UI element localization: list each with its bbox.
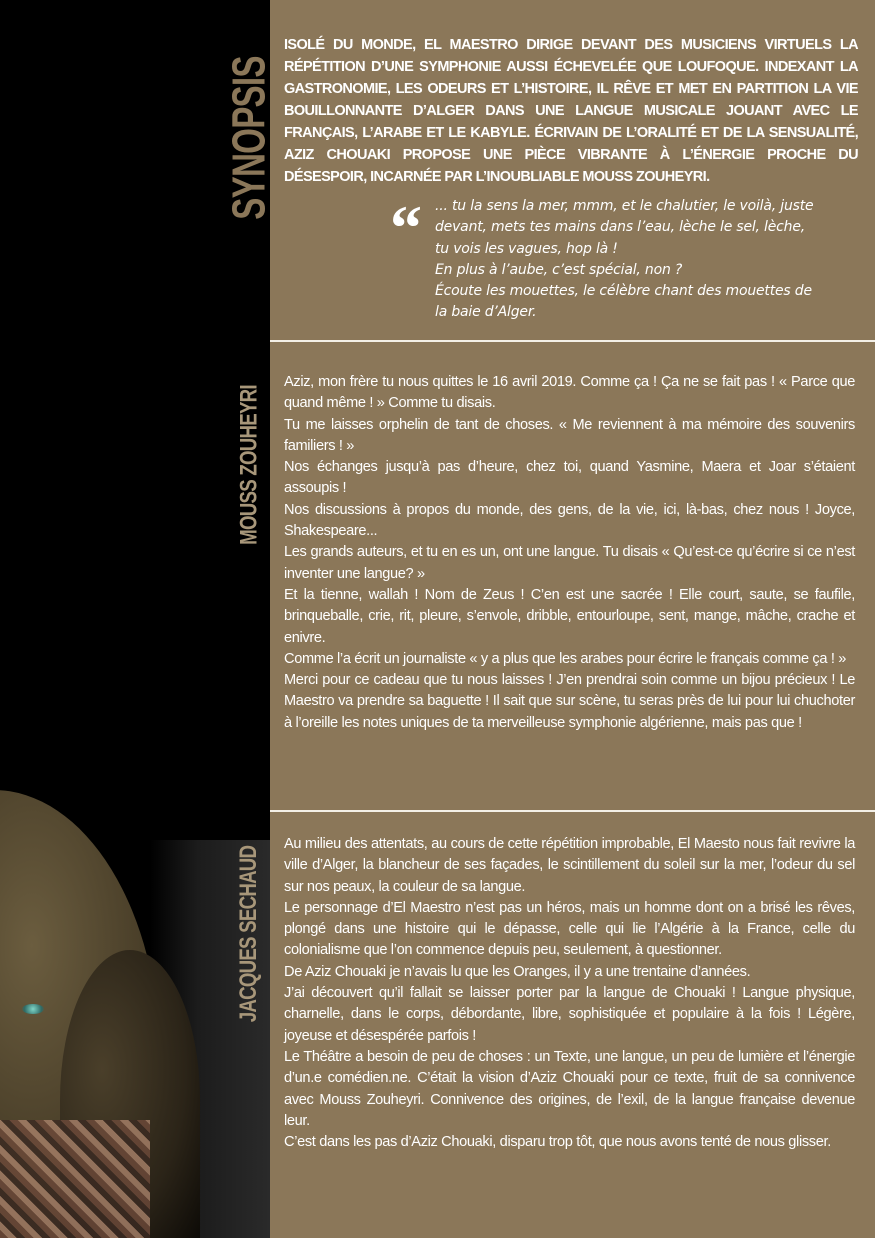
paragraph: C’est dans les pas d’Aziz Chouaki, disparu trop tôt, que nous avons tenté de nous glisser. xyxy=(284,1134,831,1151)
quote-line: tu vois les vagues, hop là ! xyxy=(435,240,618,257)
paragraph: Merci pour ce cadeau que tu nous laisses ! J’en prendrai soin comme un bijou précieux ! Le Maestro va prendre sa baguette ! Il sait que sur scène, tu seras près de lui pour lui chuchoter à l’oreille les notes uniques de ta merveilleuse symphonie algérienne, mais pas que ! xyxy=(284,672,855,731)
quote-mark-icon: “ xyxy=(390,192,414,263)
jacques-sechaud-heading xyxy=(228,836,270,1032)
synopsis-text: ISOLÉ DU MONDE, EL MAESTRO DIRIGE DEVANT DES MUSICIENS VIRTUELS LA RÉPÉTITION D’UNE SYMPHONIE AUSSI ÉCHEVELÉE QUE LOUFOQUE. INDEXANT LA GASTRONOMIE, LES ODEURS ET L’HISTOIRE, IL RÊVE ET MET EN PARTITION LA VIE BOUILLONNANTE D’ALGER DANS UNE LANGUE MUSICALE JOUANT AVEC LE FRANÇAIS, L’ARABE ET LE KABYLE. ÉCRIVAIN DE L’ORALITÉ ET DE LA SENSUALITÉ, AZIZ CHOUAKI PROPOSE UNE PIÈCE VIBRANTE À L’ÉNERGIE PROCHE DU DÉSESPOIR, INCARNÉE PAR L’INOUBLIABLE MOUSS ZOUHEYRI. xyxy=(284,37,858,185)
quote-line: En plus à l’aube, c’est spécial, non ? xyxy=(435,261,683,278)
synopsis-heading xyxy=(223,30,276,245)
paragraph: De Aziz Chouaki je n’avais lu que les Oranges, il y a une trentaine d’années. xyxy=(284,963,751,980)
paragraph: Nos échanges jusqu’à pas d’heure, chez toi, quand Yasmine, Maera et Joar s’étaient assoupis ! xyxy=(284,459,855,497)
synopsis-heading-text: SYNOPSIS xyxy=(223,55,276,220)
mouss-zouheyri-text xyxy=(284,372,855,734)
section-divider xyxy=(270,810,875,812)
paragraph: Et la tienne, wallah ! Nom de Zeus ! C’en est une sacrée ! Elle court, saute, se faufile, brinqueballe, crie, rit, pleure, s’envole, dribble, entourloupe, sent, mange, mâche, crache et enivre. xyxy=(284,586,855,646)
paragraph: Le personnage d’El Maestro n’est pas un héros, mais un homme dont on a brisé les rêves, plongé dans une histoire qui le dépasse, celle qui lie l’Algérie à la France, celle du colonialisme que l’on commence depuis peu, seulement, à questionner. xyxy=(284,899,855,959)
paragraph: Le Théâtre a besoin de peu de choses : un Texte, une langue, un peu de lumière et l’énergie d’un.e comédien.ne. C’était la vision d’Aziz Chouaki pour ce texte, fruit de sa connivence avec Mouss Zouheyri. Connivence des origines, de l’exil, de la langue française devenue leur. xyxy=(284,1048,855,1129)
quote-line: la baie d’Alger. xyxy=(435,304,537,321)
mouss-zouheyri-heading xyxy=(228,372,270,558)
paragraph: Aziz, mon frère tu nous quittes le 16 avril 2019. Comme ça ! Ça ne se fait pas ! « Parce que quand même ! » Comme tu disais. xyxy=(284,374,855,412)
jacques-sechaud-text xyxy=(284,834,855,1153)
paragraph: Comme l’a écrit un journaliste « y a plus que les arabes pour écrire le français comme ça ! » xyxy=(284,650,847,667)
quote-block xyxy=(435,196,860,324)
paragraph: J’ai découvert qu’il fallait se laisser porter par la langue de Chouaki ! Langue physique, charnelle, dans le corps, débordante, libre, sophistiquée et populaire à la fois ! Légère, joyeuse et désespérée parfois ! xyxy=(284,985,855,1044)
paragraph: Tu me laisses orphelin de tant de choses. « Me reviennent à ma mémoire des souvenirs familiers ! » xyxy=(284,416,855,454)
jacques-sechaud-heading-text: JACQUES SECHAUD xyxy=(235,845,262,1023)
paragraph: Nos discussions à propos du monde, des gens, de la vie, ici, là-bas, chez nous ! Joyce, Shakespeare... xyxy=(284,501,855,540)
paragraph: Au milieu des attentats, au cours de cette répétition improbable, El Maesto nous fait revivre la ville d’Alger, la blancheur de ses façades, le scintillement du soleil sur la mer, l’odeur du sel sur nos peaux, la couleur de sa langue. xyxy=(284,836,855,895)
quote-line: Écoute les mouettes, le célèbre chant des mouettes de xyxy=(435,283,812,300)
quote-line: devant, mets tes mains dans l’eau, lèche le sel, lèche, xyxy=(435,219,805,236)
section-divider xyxy=(270,340,875,342)
quote-line: ... tu la sens la mer, mmm, et le chalutier, le voilà, juste xyxy=(435,198,814,214)
paragraph: Les grands auteurs, et tu en es un, ont une langue. Tu disais « Qu’est-ce qu’écrire si ce n’est inventer une langue? » xyxy=(284,544,855,582)
mouss-zouheyri-heading-text: MOUSS ZOUHEYRI xyxy=(235,385,262,545)
